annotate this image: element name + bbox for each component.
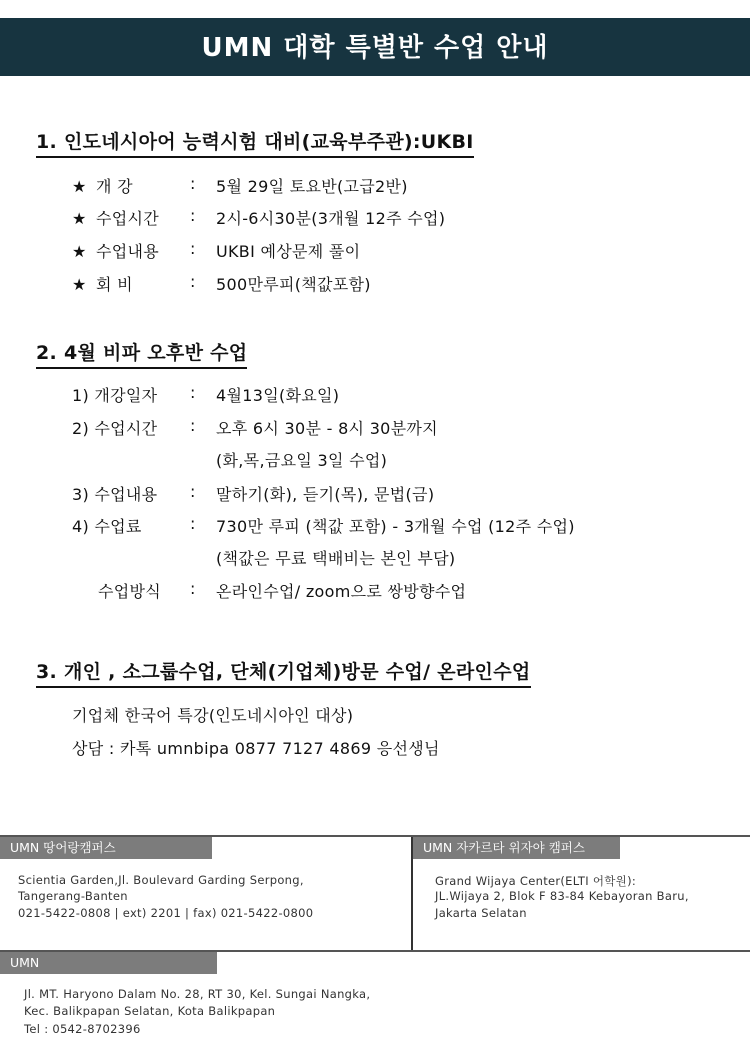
item-label: 3) 수업내용 bbox=[72, 485, 158, 504]
section2-heading: 2. 4월 비파 오후반 수업 bbox=[36, 338, 247, 369]
item-label: 2) 수업시간 bbox=[72, 419, 158, 438]
item-value: UKBI 예상문제 풀이 bbox=[216, 242, 361, 261]
campus2-address: Jakarta Selatan bbox=[435, 906, 527, 920]
item-label: 수업방식 bbox=[98, 582, 162, 601]
title-bar bbox=[0, 18, 750, 76]
section1-heading: 1. 인도네시아어 능력시험 대비(교육부주관):UKBI bbox=[36, 127, 474, 158]
item-value: 4월13일(화요일) bbox=[216, 386, 340, 405]
colon: : bbox=[190, 272, 196, 291]
item-label: 개 강 bbox=[96, 177, 133, 196]
colon: : bbox=[190, 579, 196, 598]
campus3-address: Kec. Balikpapan Selatan, Kota Balikpapan bbox=[24, 1004, 276, 1018]
item-value: 오후 6시 30분 - 8시 30분까지 bbox=[216, 419, 438, 438]
colon: : bbox=[190, 383, 196, 402]
star-icon: ★ bbox=[72, 177, 87, 196]
item-value: 말하기(화), 듣기(목), 문법(금) bbox=[216, 485, 435, 504]
item-label: 수업내용 bbox=[96, 242, 160, 261]
star-icon: ★ bbox=[72, 242, 87, 261]
colon: : bbox=[190, 206, 196, 225]
item-value: 온라인수업/ zoom으로 쌍방향수업 bbox=[216, 582, 467, 601]
campus2-name: UMN 자카르타 위자야 캠퍼스 bbox=[413, 837, 620, 859]
colon: : bbox=[190, 514, 196, 533]
section3-contact: 상담 : 카톡 umnbipa 0877 7127 4869 응선생님 bbox=[72, 739, 440, 758]
campus1-phone: 021-5422-0808 | ext) 2201 | fax) 021-5422-0800 bbox=[18, 906, 314, 920]
star-icon: ★ bbox=[72, 275, 87, 294]
item-value: 2시-6시30분(3개월 12주 수업) bbox=[216, 209, 446, 228]
item-value: (화,목,금요일 3일 수업) bbox=[216, 451, 388, 470]
campus1-name: UMN 땅어랑캠퍼스 bbox=[0, 837, 212, 859]
colon: : bbox=[190, 239, 196, 258]
item-label: 수업시간 bbox=[96, 209, 160, 228]
page-title: UMN 대학 특별반 수업 안내 bbox=[201, 33, 549, 63]
colon: : bbox=[190, 174, 196, 193]
campus3-phone: Tel : 0542-8702396 bbox=[24, 1022, 141, 1036]
section3-heading: 3. 개인 , 소그룹수업, 단체(기업체)방문 수업/ 온라인수업 bbox=[36, 657, 531, 688]
item-label: 회 비 bbox=[96, 275, 133, 294]
colon: : bbox=[190, 482, 196, 501]
item-value: 730만 루피 (책값 포함) - 3개월 수업 (12주 수업) bbox=[216, 517, 575, 536]
item-value: 500만루피(책값포함) bbox=[216, 275, 371, 294]
campus2-address: JL.Wijaya 2, Blok F 83-84 Kebayoran Baru, bbox=[435, 889, 689, 903]
campus3-name: UMN bbox=[0, 952, 217, 974]
item-label: 4) 수업료 bbox=[72, 517, 142, 536]
star-icon: ★ bbox=[72, 209, 87, 228]
campus1-address: Scientia Garden,Jl. Boulevard Garding Serpong, bbox=[18, 873, 304, 887]
item-label: 1) 개강일자 bbox=[72, 386, 158, 405]
item-value: (책값은 무료 택배비는 본인 부담) bbox=[216, 549, 456, 568]
campus1-address: Tangerang-Banten bbox=[18, 889, 128, 903]
colon: : bbox=[190, 416, 196, 435]
item-value: 5월 29일 토요반(고급2반) bbox=[216, 177, 408, 196]
campus3-address: Jl. MT. Haryono Dalam No. 28, RT 30, Kel. Sungai Nangka, bbox=[24, 987, 371, 1001]
section3-line: 기업체 한국어 특강(인도네시아인 대상) bbox=[72, 706, 354, 725]
campus2-address: Grand Wijaya Center(ELTI 어학원): bbox=[435, 874, 637, 888]
